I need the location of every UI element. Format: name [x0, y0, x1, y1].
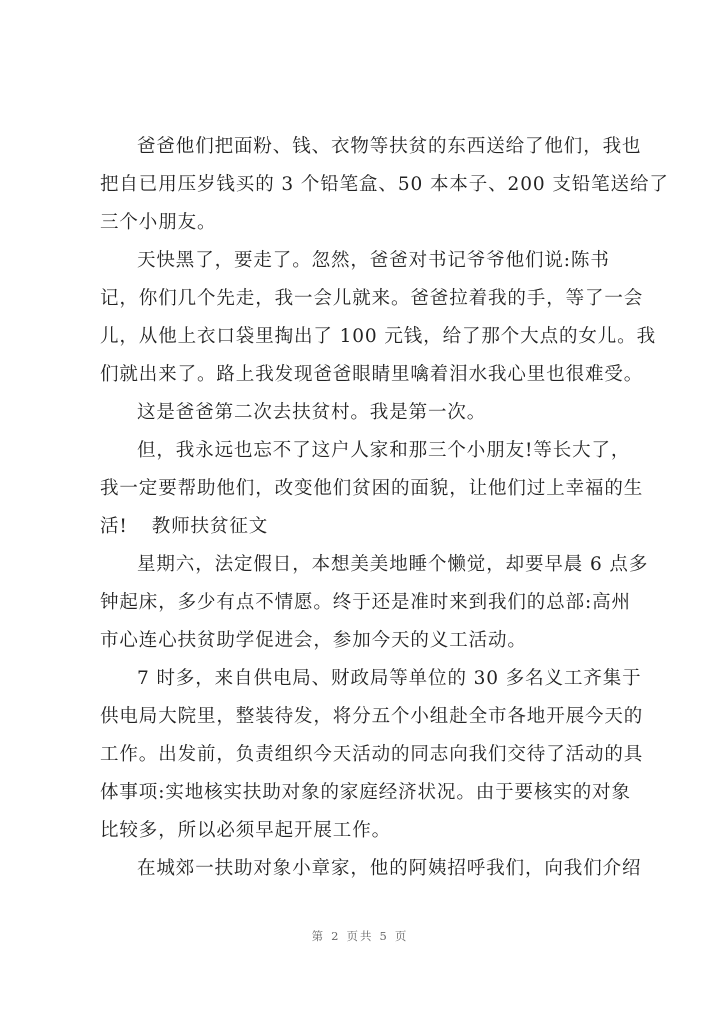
text-line: 工作。出发前，负责组织今天活动的同志向我们交待了活动的具: [100, 744, 644, 765]
text-line: 我一定要帮助他们，改变他们贫困的面貌，让他们过上幸福的生: [100, 478, 644, 499]
paragraph-1: [100, 128, 669, 242]
text-line: 供电局大院里，整装待发，将分五个小组赴全市各地开展今天的: [100, 706, 644, 727]
text-line: 7 时多，来自供电局、财政局等单位的 30 多名义工齐集于: [137, 668, 642, 689]
section-heading: 教师扶贫征文: [151, 516, 269, 537]
text-line: 在城郊一扶助对象小章家，他的阿姨招呼我们，向我们介绍: [137, 858, 642, 879]
text-line: 记，你们几个先走，我一会儿就来。爸爸拉着我的手，等了一会: [100, 288, 644, 309]
paragraph-5: [100, 546, 649, 660]
paragraph-4: [100, 432, 644, 546]
text-line: 儿，从他上衣口袋里掏出了 100 元钱，给了那个大点的女儿。我: [100, 326, 656, 347]
current-page-number: 2: [331, 929, 341, 943]
paragraph-2: [100, 242, 656, 394]
footer-middle: 页共: [346, 929, 374, 943]
text-line: 星期六，法定假日，本想美美地睡个懒觉，却要早晨 6 点多: [137, 554, 649, 575]
page-footer: [0, 928, 720, 944]
text-line: 体事项:实地核实扶助对象的家庭经济状况。由于要核实的对象: [100, 782, 631, 803]
text-line: 市心连心扶贫助学促进会，参加今天的义工活动。: [100, 630, 527, 651]
text-line: 钟起床，多少有点不情愿。终于还是准时来到我们的总部:高州: [100, 592, 631, 613]
text-line: 三个小朋友。: [100, 212, 217, 233]
text-line: 天快黑了，要走了。忽然，爸爸对书记爷爷他们说:陈书: [137, 250, 610, 271]
footer-prefix: 第: [311, 929, 326, 943]
text-line: 们就出来了。路上我发现爸爸眼睛里噙着泪水我心里也很难受。: [100, 364, 644, 385]
text-fragment: 活!: [100, 516, 128, 537]
paragraph-3: [100, 394, 640, 432]
paragraph-6: [100, 660, 644, 850]
footer-suffix: 页: [394, 929, 409, 943]
text-line: 把自已用压岁钱买的 3 个铅笔盒、50 本本子、200 支铅笔送给了: [100, 174, 669, 195]
text-line: 但，我永远也忘不了这户人家和那三个小朋友!等长大了，: [137, 440, 631, 461]
paragraph-7: [100, 850, 640, 888]
text-line: 比较多，所以必须早起开展工作。: [100, 820, 392, 841]
total-pages-number: 5: [379, 929, 389, 943]
text-line: [100, 508, 640, 546]
body-text: [100, 128, 669, 888]
text-line: 爸爸他们把面粉、钱、衣物等扶贫的东西送给了他们，我也: [137, 136, 642, 157]
text-line: 这是爸爸第二次去扶贫村。我是第一次。: [137, 402, 487, 423]
